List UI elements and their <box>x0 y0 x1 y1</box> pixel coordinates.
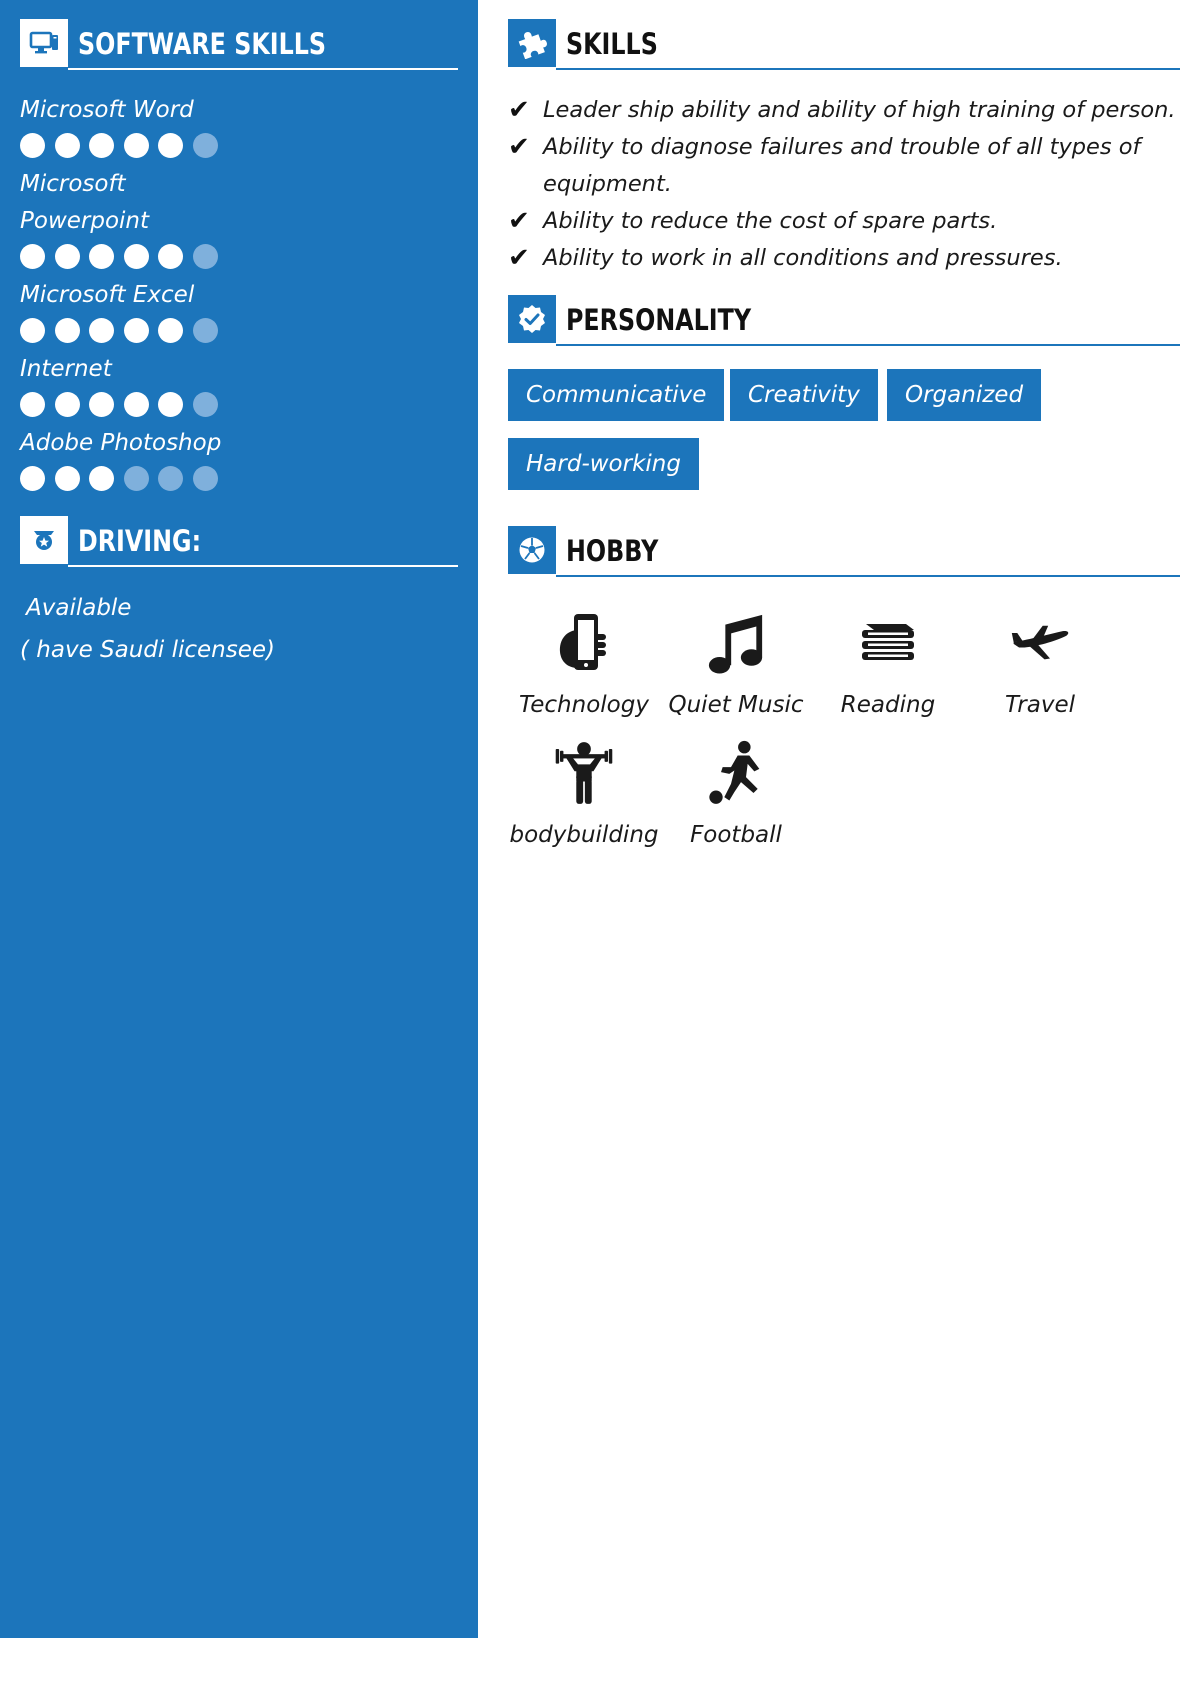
skill-bullet-text: Leader ship ability and ability of high training of person. <box>543 97 1176 123</box>
software-skill-name: Microsoft <box>20 171 126 197</box>
skill-bullet-text: equipment. <box>543 171 672 197</box>
hobby-label: Reading <box>840 692 936 718</box>
driving-license-note: ( have Saudi licensee) <box>20 637 276 663</box>
skills-title: SKILLS <box>566 27 658 61</box>
sidebar <box>0 0 478 1638</box>
section-rule <box>68 565 458 567</box>
rating-dot-filled <box>89 133 114 158</box>
rating-dot-filled <box>20 244 45 269</box>
software-skill-name: Microsoft Excel <box>20 282 195 308</box>
software-skills-title: SOFTWARE SKILLS <box>78 27 327 61</box>
rating-dot-empty <box>193 318 218 343</box>
skill-bullet-text: Ability to reduce the cost of spare parts. <box>543 208 998 234</box>
hobby-item <box>508 740 660 870</box>
hobby-label: bodybuilding <box>509 822 659 848</box>
hobby-item <box>508 610 660 740</box>
hobby-item <box>964 610 1116 740</box>
hobby-header <box>508 526 1180 578</box>
rating-dot-filled <box>124 133 149 158</box>
soccer-ball-icon <box>508 526 556 574</box>
airplane-icon <box>1010 610 1070 676</box>
hobby-title: HOBBY <box>566 534 659 568</box>
driving-title: DRIVING: <box>78 524 202 558</box>
hobby-item <box>660 740 812 870</box>
software-skill-name: Internet <box>20 356 112 382</box>
check-icon: ✔ <box>508 206 530 236</box>
rating-dot-filled <box>89 318 114 343</box>
rating-dot-filled <box>124 318 149 343</box>
rating-dot-filled <box>20 318 45 343</box>
weightlifter-icon <box>554 740 614 806</box>
skill-bullet-text: Ability to diagnose failures and trouble of all types of <box>543 134 1141 160</box>
rating-dot-filled <box>158 133 183 158</box>
section-rule <box>556 68 1180 70</box>
rating-dot-filled <box>124 392 149 417</box>
rating-dot-filled <box>55 244 80 269</box>
check-icon: ✔ <box>508 132 530 162</box>
personality-title: PERSONALITY <box>566 303 752 337</box>
rating-dot-filled <box>20 133 45 158</box>
hobby-item <box>812 610 964 740</box>
rating-dot-filled <box>158 392 183 417</box>
rating-dot-empty <box>124 466 149 491</box>
computer-icon <box>20 19 68 67</box>
rating-dot-filled <box>89 466 114 491</box>
rating-dot-filled <box>55 466 80 491</box>
rating-dot-filled <box>158 244 183 269</box>
section-rule <box>556 575 1180 577</box>
personality-tag: Creativity <box>730 369 878 421</box>
main-content <box>508 0 1180 1694</box>
smartphone-hand-icon <box>554 610 614 676</box>
rating-dot-empty <box>158 466 183 491</box>
hobby-item <box>660 610 812 740</box>
check-icon: ✔ <box>508 95 530 125</box>
steering-wheel-icon <box>20 516 68 564</box>
software-skill-name: Microsoft Word <box>20 97 194 123</box>
rating-dot-filled <box>55 392 80 417</box>
personality-tag: Hard-working <box>508 438 699 490</box>
driving-availability: Available <box>26 595 132 621</box>
puzzle-icon <box>508 19 556 67</box>
rating-dot-filled <box>55 318 80 343</box>
software-skill-name: Powerpoint <box>20 208 150 234</box>
hobby-label: Quiet Music <box>668 692 804 718</box>
rating-dot-filled <box>55 133 80 158</box>
skill-bullet-text: Ability to work in all conditions and pressures. <box>543 245 1063 271</box>
rating-dot-filled <box>124 244 149 269</box>
rating-dot-filled <box>20 392 45 417</box>
rating-dot-empty <box>193 244 218 269</box>
software-skills-header <box>20 19 458 71</box>
music-note-icon <box>706 610 766 676</box>
badge-check-icon <box>508 295 556 343</box>
personality-tag: Organized <box>887 369 1041 421</box>
driving-header <box>20 516 458 568</box>
rating-dot-filled <box>158 318 183 343</box>
personality-tag: Communicative <box>508 369 724 421</box>
hobby-label: Technology <box>519 692 649 718</box>
hobby-label: Travel <box>1005 692 1075 718</box>
rating-dot-empty <box>193 133 218 158</box>
rating-dot-filled <box>89 392 114 417</box>
hobby-label: Football <box>690 822 782 848</box>
check-icon: ✔ <box>508 243 530 273</box>
rating-dot-filled <box>20 466 45 491</box>
section-rule <box>68 68 458 70</box>
rating-dot-empty <box>193 392 218 417</box>
football-player-icon <box>706 740 766 806</box>
section-rule <box>556 344 1180 346</box>
skills-header <box>508 19 1180 71</box>
software-skill-name: Adobe Photoshop <box>20 430 222 456</box>
books-icon <box>858 610 918 676</box>
rating-dot-empty <box>193 466 218 491</box>
personality-header <box>508 295 1180 347</box>
rating-dot-filled <box>89 244 114 269</box>
